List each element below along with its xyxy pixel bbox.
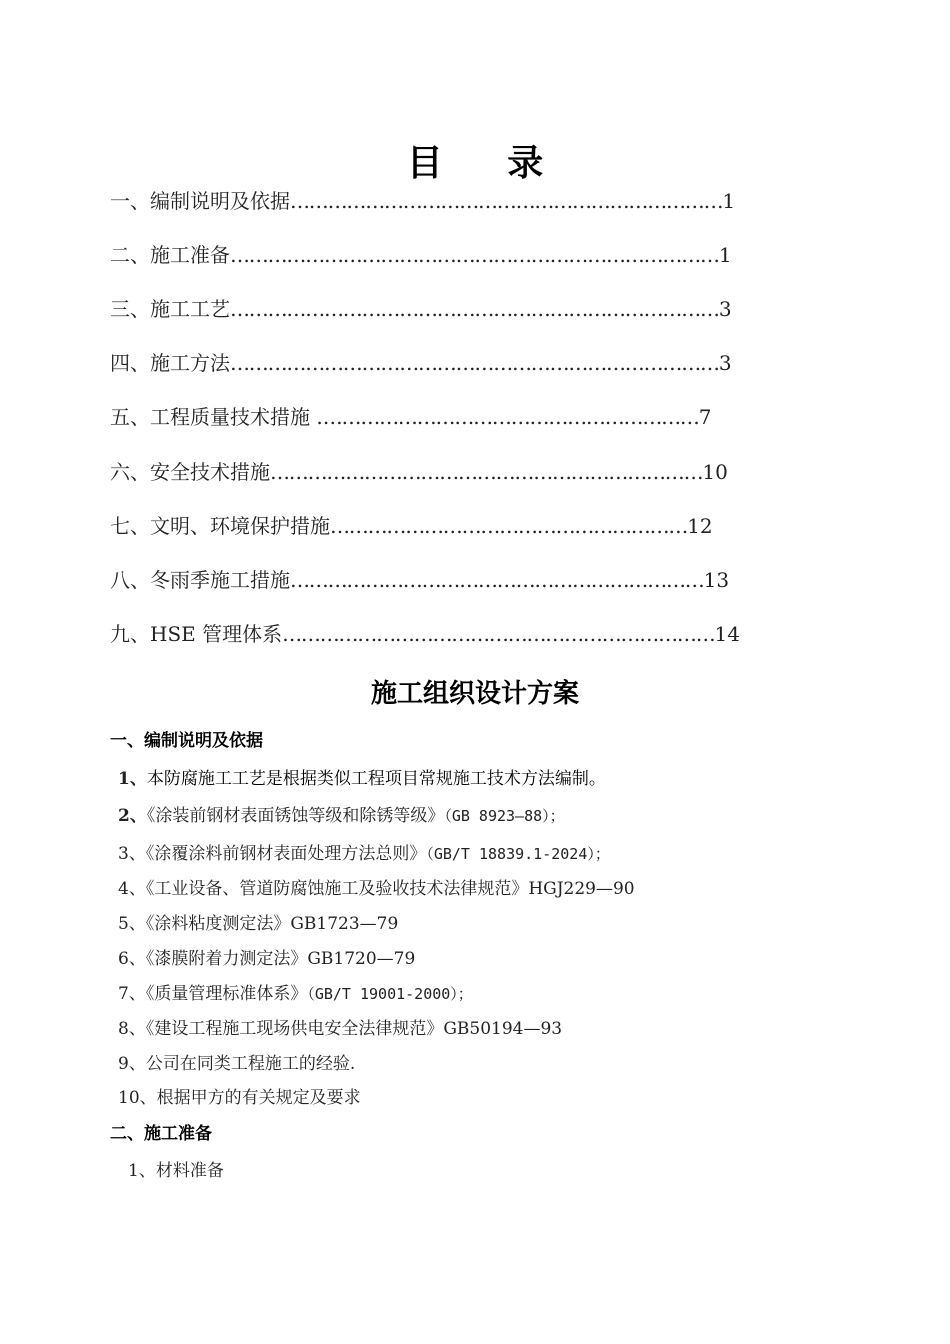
toc-entry-dots: …………………………………………………… [322,405,699,429]
toc-entry-page: 3 [718,351,732,375]
toc-title: 目 录 [406,143,570,184]
toc-entry-dots: …………………………………………………………… [290,189,723,213]
basis-item-text: 《工业设备、管道防腐蚀施工及验收技术法律规范》HGJ229—90 [145,879,635,899]
toc-entry-dots: …………………………………………………………………… [230,243,719,267]
prep-item [128,1159,224,1183]
toc-entry-page: 13 [703,568,730,592]
basis-item [118,842,610,866]
toc-entry-dots: …………………………………………………………… [282,622,715,646]
toc-entry[interactable] [110,459,728,485]
toc-entry-page: 7 [698,405,712,429]
basis-item [118,1017,562,1041]
toc-entry-label: 八、冬雨季施工措施 [110,568,290,592]
basis-item [118,877,635,901]
prep-item-number: 1、 [128,1161,156,1181]
toc-entry-label: 五、工程质量技术措施 . [110,405,323,429]
basis-item-text: 《涂覆涂料前钢材表面处理方法总则》 [145,844,427,864]
basis-item-code: （GB/T 19001-2000）； [307,985,473,1003]
basis-item-text: 《涂料粘度测定法》GB1723—79 [145,914,399,934]
toc-entry-label: 六、安全技术措施 [110,460,270,484]
toc-entry-label: 一、编制说明及依据 [110,189,290,213]
toc-entry[interactable] [110,621,740,647]
basis-item-number: 7、 [118,984,146,1004]
basis-item [118,912,398,936]
basis-item-number: 4、 [118,879,146,899]
basis-item [118,982,473,1006]
toc-entry[interactable] [110,188,735,214]
toc-entry-label: 九、HSE 管理体系 [110,622,283,646]
basis-item-number: 9、 [118,1054,146,1074]
basis-item [118,767,606,791]
toc-entry[interactable] [110,350,732,376]
section-heading: 二、施工准备 [110,1124,212,1144]
basis-item-text: 本防腐施工工艺是根据类似工程项目常规施工技术方法编制。 [146,769,606,789]
toc-entry-page: 1 [722,189,736,213]
basis-item-text: 公司在同类工程施工的经验. [145,1054,356,1074]
basis-item-number: 8、 [118,1019,146,1039]
basis-item-number: 3、 [118,844,146,864]
basis-item-text: 《建设工程施工现场供电安全法律规范》GB50194—93 [145,1019,563,1039]
toc-entry-label: 二、施工准备 [110,243,230,267]
toc-entry-dots: ………………………………………………………… [290,568,704,592]
toc-entry-page: 10 [702,460,728,484]
section-heading: 一、编制说明及依据 [110,731,263,751]
toc-entry-label: 三、施工工艺 [110,297,230,321]
document-title: 施工组织设计方案 [370,679,579,709]
basis-item-number: 5、 [118,914,146,934]
basis-item-number: 2、 [118,806,147,826]
toc-entry[interactable] [110,242,732,268]
toc-entry[interactable] [110,567,729,593]
toc-entry-page: 1 [718,243,732,267]
basis-item-text: 《质量管理标准体系》 [145,984,308,1004]
toc-entry-page: 3 [718,297,732,321]
toc-entry[interactable] [110,404,711,430]
toc-entry-page: 12 [687,514,713,538]
basis-item-text: 《漆膜附着力测定法》GB1720—79 [145,949,416,969]
basis-item-number: 6、 [118,949,146,969]
basis-item [118,804,565,828]
toc-entry-label: 七、文明、环境保护措施 [110,514,330,538]
prep-item-text: 材料准备 [155,1161,224,1181]
toc-entry[interactable] [110,513,713,539]
basis-item [118,1086,361,1110]
basis-item-number: 10、 [118,1088,157,1108]
toc-entry-dots: ………………………………………………… [330,514,688,538]
basis-item-text: 根据甲方的有关规定及要求 [156,1088,361,1108]
basis-item-code: （GB/T 18839.1-2024）； [426,845,610,863]
basis-item-code: （GB 8923—88）； [444,807,565,825]
toc-entry-dots: …………………………………………………………… [270,460,703,484]
toc-entry-label: 四、施工方法 [110,351,230,375]
toc-entry-page: 14 [714,622,740,646]
basis-item-number: 1、 [118,769,147,789]
basis-item [118,1052,355,1076]
toc-entry-dots: …………………………………………………………………… [230,351,719,375]
basis-item-text: 《涂装前钢材表面锈蚀等级和除锈等级》 [146,806,445,826]
toc-entry-dots: …………………………………………………………………… [230,297,719,321]
toc-entry[interactable] [110,296,732,322]
basis-item [118,947,415,971]
